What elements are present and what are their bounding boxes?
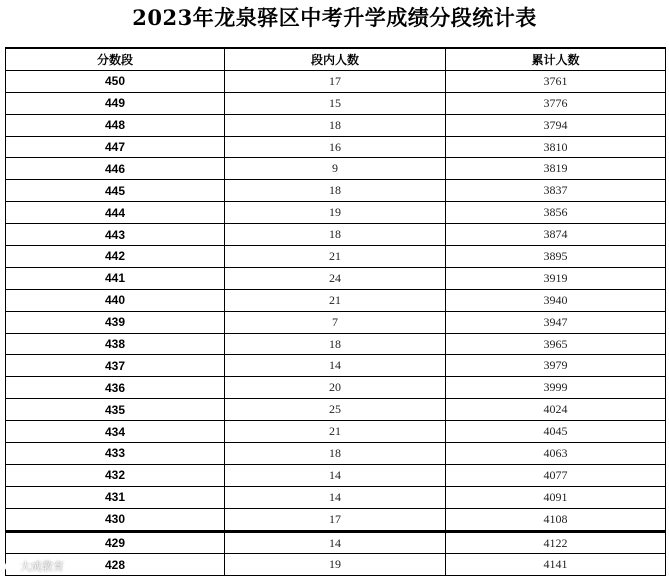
table-row: [6, 158, 666, 180]
cell-cumulative-count: 3979: [446, 355, 666, 377]
table-row: [6, 92, 666, 114]
score-distribution-table: [5, 47, 666, 576]
cell-segment-count: 25: [225, 399, 446, 421]
table-row: [6, 289, 666, 311]
cell-segment-count: 20: [225, 377, 446, 399]
cell-score: 442: [6, 246, 225, 268]
cell-cumulative-count: 3965: [446, 333, 666, 355]
cell-cumulative-count: 3919: [446, 267, 666, 289]
cell-score: 447: [6, 136, 225, 158]
page-title: 2023年龙泉驿区中考升学成绩分段统计表: [132, 5, 537, 30]
cell-segment-count: 17: [225, 70, 446, 92]
table-row: [6, 114, 666, 136]
cell-cumulative-count: 3776: [446, 92, 666, 114]
cell-segment-count: 21: [225, 289, 446, 311]
cell-segment-count: 21: [225, 421, 446, 443]
table-row: [6, 311, 666, 333]
cell-cumulative-count: 3856: [446, 202, 666, 224]
table-row: [6, 224, 666, 246]
cell-score: 449: [6, 92, 225, 114]
table-row: [6, 443, 666, 465]
cell-score: 435: [6, 399, 225, 421]
table-row: [6, 554, 666, 576]
cell-cumulative-count: 4091: [446, 486, 666, 508]
cell-segment-count: 9: [225, 158, 446, 180]
table-body: [6, 70, 666, 575]
table-row: [6, 531, 666, 554]
cell-segment-count: 14: [225, 486, 446, 508]
cell-score: 445: [6, 180, 225, 202]
watermark: [4, 558, 64, 574]
cell-segment-count: 14: [225, 355, 446, 377]
cell-score: 450: [6, 70, 225, 92]
cell-segment-count: 19: [225, 202, 446, 224]
cell-cumulative-count: 3761: [446, 70, 666, 92]
cell-score: 437: [6, 355, 225, 377]
header-segment-count: 段内人数: [225, 48, 446, 70]
cell-score: 431: [6, 486, 225, 508]
cell-cumulative-count: 4063: [446, 443, 666, 465]
table-row: [6, 70, 666, 92]
table-row: [6, 421, 666, 443]
cell-score: 441: [6, 267, 225, 289]
cell-score: 430: [6, 508, 225, 531]
table-row: [6, 267, 666, 289]
cell-segment-count: 15: [225, 92, 446, 114]
cell-score: 433: [6, 443, 225, 465]
cell-cumulative-count: 3810: [446, 136, 666, 158]
cell-cumulative-count: 3794: [446, 114, 666, 136]
table-row: [6, 399, 666, 421]
header-score-range: 分数段: [6, 48, 225, 70]
table-row: [6, 136, 666, 158]
cell-cumulative-count: 3940: [446, 289, 666, 311]
table-row: [6, 202, 666, 224]
cell-score: 432: [6, 464, 225, 486]
watermark-logo-icon: [4, 560, 17, 573]
cell-segment-count: 14: [225, 531, 446, 554]
cell-segment-count: 24: [225, 267, 446, 289]
cell-segment-count: 7: [225, 311, 446, 333]
table-row: [6, 377, 666, 399]
cell-segment-count: 18: [225, 443, 446, 465]
table-row: [6, 246, 666, 268]
cell-cumulative-count: 3837: [446, 180, 666, 202]
cell-segment-count: 17: [225, 508, 446, 531]
cell-cumulative-count: 3947: [446, 311, 666, 333]
cell-score: 438: [6, 333, 225, 355]
cell-cumulative-count: 3999: [446, 377, 666, 399]
cell-cumulative-count: 4122: [446, 531, 666, 554]
cell-score: 448: [6, 114, 225, 136]
cell-segment-count: 16: [225, 136, 446, 158]
cell-segment-count: 14: [225, 464, 446, 486]
watermark-text: 大成教育: [20, 560, 64, 573]
cell-segment-count: 18: [225, 114, 446, 136]
table-row: [6, 464, 666, 486]
cell-segment-count: 18: [225, 180, 446, 202]
cell-score: 446: [6, 158, 225, 180]
cell-cumulative-count: 3874: [446, 224, 666, 246]
table-row: [6, 180, 666, 202]
cell-segment-count: 19: [225, 554, 446, 576]
cell-score: 444: [6, 202, 225, 224]
cell-cumulative-count: 4141: [446, 554, 666, 576]
cell-score: 429: [6, 531, 225, 554]
table-row: [6, 333, 666, 355]
cell-score: 440: [6, 289, 225, 311]
table-header-row: [6, 48, 666, 70]
header-cumulative-count: 累计人数: [446, 48, 666, 70]
table-row: [6, 355, 666, 377]
table-row: [6, 508, 666, 531]
table-row: [6, 486, 666, 508]
cell-score: 434: [6, 421, 225, 443]
cell-cumulative-count: 4024: [446, 399, 666, 421]
cell-score: 443: [6, 224, 225, 246]
cell-score: 428: [6, 554, 225, 576]
cell-score: 436: [6, 377, 225, 399]
cell-segment-count: 21: [225, 246, 446, 268]
cell-score: 439: [6, 311, 225, 333]
cell-cumulative-count: 4045: [446, 421, 666, 443]
cell-cumulative-count: 3819: [446, 158, 666, 180]
cell-segment-count: 18: [225, 333, 446, 355]
cell-segment-count: 18: [225, 224, 446, 246]
cell-cumulative-count: 4077: [446, 464, 666, 486]
cell-cumulative-count: 4108: [446, 508, 666, 531]
cell-cumulative-count: 3895: [446, 246, 666, 268]
